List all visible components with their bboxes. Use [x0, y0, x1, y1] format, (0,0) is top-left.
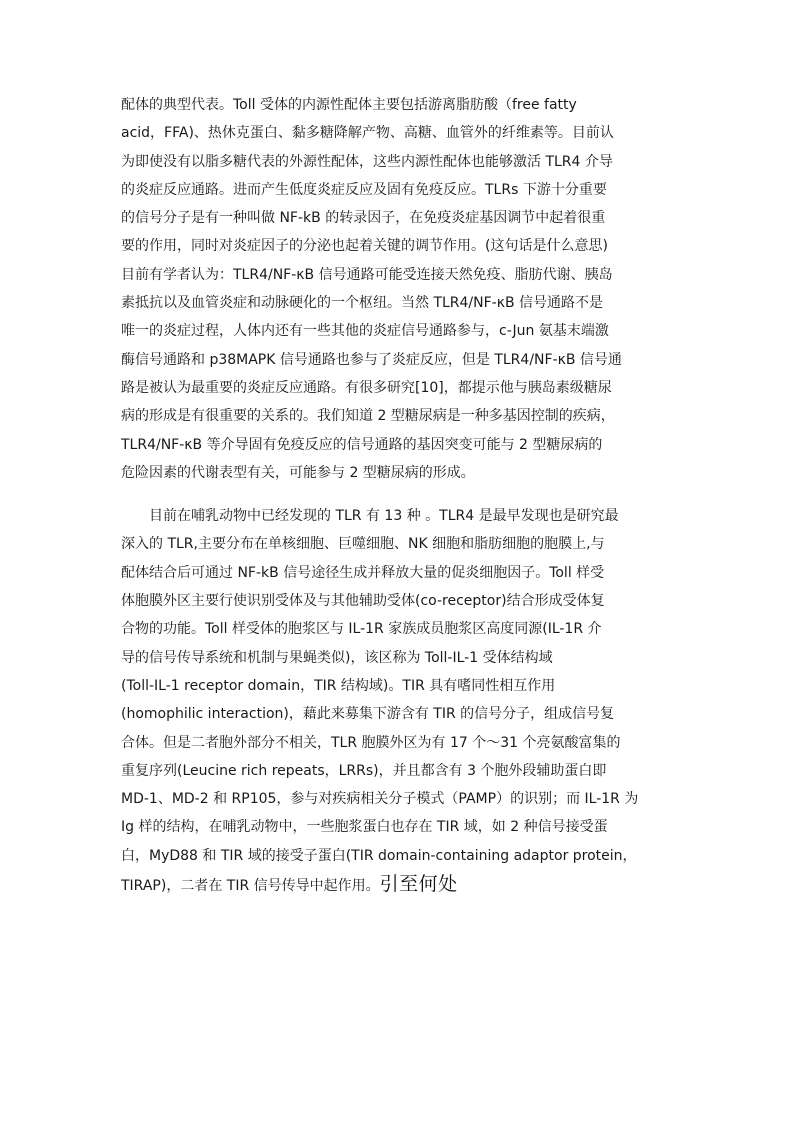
- last-line-text: TIRAP)，二者在 TIR 信号传导中起作用。: [121, 878, 380, 895]
- text-line: (homophilic interaction)，藉此来募集下游含有 TIR 的信号分子，组成信号复: [121, 706, 615, 723]
- text-line: Ig 样的结构，在哺乳动物中，一些胞浆蛋白也存在 TIR 域，如 2 种信号接受蛋: [121, 819, 608, 836]
- document-body: [121, 91, 677, 898]
- text-line: 的炎症反应通路。进而产生低度炎症反应及固有免疫反应。TLRs 下游十分重要: [121, 181, 607, 198]
- paragraph-1: [121, 91, 677, 487]
- text-line: 危险因素的代谢表型有关，可能参与 2 型糖尿病的形成。: [121, 464, 475, 481]
- text-line: 合物的功能。Toll 样受体的胞浆区与 IL-1R 家族成员胞浆区高度同源(IL-1R 介: [121, 621, 602, 638]
- text-line: 导的信号传导系统和机制与果蝇类似)，该区称为 Toll-IL-1 受体结构域: [121, 649, 553, 666]
- text-line: 病的形成是有很重要的关系的。我们知道 2 型糖尿病是一种多基因控制的疾病，: [121, 408, 615, 425]
- last-text-line: [121, 870, 677, 898]
- text-line: TLR4/NF-κB 等介导固有免疫反应的信号通路的基因突变可能与 2 型糖尿病的: [121, 436, 603, 453]
- text-line: 目前有学者认为：TLR4/NF-κB 信号通路可能受连接天然免疫、脂肪代谢、胰岛: [121, 266, 613, 283]
- text-line: 唯一的炎症过程，人体内还有一些其他的炎症信号通路参与，c-Jun 氨基末端激: [121, 323, 609, 340]
- text-line: 路是被认为最重要的炎症反应通路。有很多研究[10]，都提示他与胰岛素级糖尿: [121, 379, 612, 396]
- text-line: 素抵抗以及血管炎症和动脉硬化的一个枢纽。当然 TLR4/NF-κB 信号通路不是: [121, 295, 604, 312]
- text-line: 体胞膜外区主要行使识别受体及与其他辅助受体(co-receptor)结合形成受体复: [121, 593, 605, 610]
- handwritten-annotation: 引至何处: [379, 873, 458, 896]
- text-line: 重复序列(Leucine rich repeats，LRRs)，并且都含有 3 个胞外段辅助蛋白即: [121, 762, 607, 779]
- text-line: 酶信号通路和 p38MAPK 信号通路也参与了炎症反应，但是 TLR4/NF-κB 信号通: [121, 351, 622, 368]
- text-line: 深入的 TLR,主要分布在单核细胞、巨噬细胞、NK 细胞和脂肪细胞的胞膜上,与: [121, 536, 605, 553]
- text-line: MD-1、MD-2 和 RP105，参与对疾病相关分子模式（PAMP）的识别；而 IL-1R 为: [121, 791, 639, 808]
- text-line: 目前在哺乳动物中已经发现的 TLR 有 13 种 。TLR4 是最早发现也是研究最: [121, 508, 619, 525]
- text-line: 要的作用，同时对炎症因子的分泌也起着关键的调节作用。(这句话是什么意思): [121, 238, 608, 255]
- text-line: 配体结合后可通过 NF-kB 信号途径生成并释放大量的促炎细胞因子。Toll 样受: [121, 564, 605, 581]
- text-line: acid，FFA)、热休克蛋白、黏多糖降解产物、高糖、血管外的纤维素等。目前认: [121, 125, 614, 142]
- paragraph-2: [121, 502, 677, 898]
- text-line: (Toll-IL-1 receptor domain，TIR 结构域)。TIR 具有嗜同性相互作用: [121, 677, 556, 694]
- text-line: 为即使没有以脂多糖代表的外源性配体，这些内源性配体也能够激活 TLR4 介导: [121, 153, 613, 170]
- text-line: 的信号分子是有一种叫做 NF-kB 的转录因子，在免疫炎症基因调节中起着很重: [121, 210, 606, 227]
- text-line: 白，MyD88 和 TIR 域的接受子蛋白(TIR domain-containing adaptor protein，: [121, 847, 637, 864]
- text-line: 配体的典型代表。Toll 受体的内源性配体主要包括游离脂肪酸（free fatty: [121, 97, 577, 113]
- text-line: 合体。但是二者胞外部分不相关，TLR 胞膜外区为有 17 个～31 个亮氨酸富集的: [121, 734, 621, 751]
